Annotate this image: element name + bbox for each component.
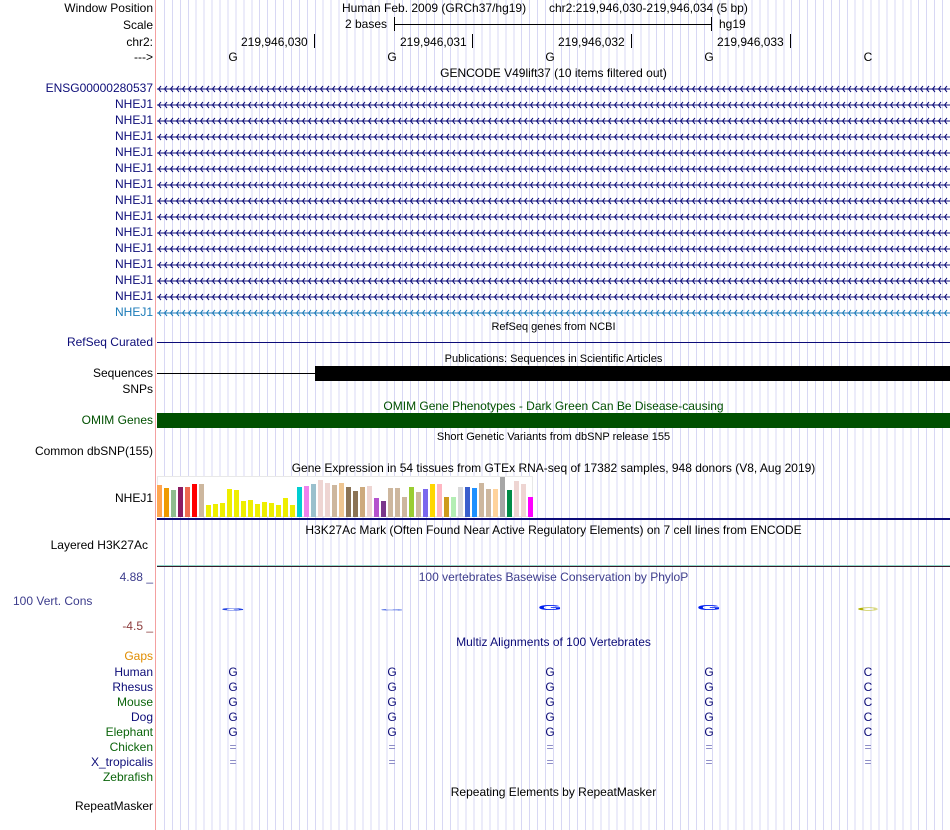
gtex-tissue-bar[interactable] xyxy=(213,504,218,517)
gtex-tissue-bar[interactable] xyxy=(304,486,309,517)
gtex-tissue-bar[interactable] xyxy=(458,487,463,517)
gtex-tissue-bar[interactable] xyxy=(185,487,190,517)
gtex-tissue-bar[interactable] xyxy=(311,484,316,517)
gtex-tissue-bar[interactable] xyxy=(234,490,239,517)
gene-strand-arrows-icon xyxy=(157,292,950,302)
gene-strand-arrows-icon xyxy=(157,116,950,126)
gtex-tissue-bar[interactable] xyxy=(416,492,421,517)
coord-label: 219,946,033 xyxy=(717,35,784,49)
gtex-tissue-bar[interactable] xyxy=(374,498,379,517)
refseq-track-title: RefSeq genes from NCBI xyxy=(491,321,616,333)
chrom-label: chr2: xyxy=(126,35,153,49)
coord-label: 219,946,032 xyxy=(558,35,625,49)
phylop-track-title: 100 vertebrates Basewise Conservation by PhyloP xyxy=(418,570,689,584)
alignment-base: G xyxy=(228,680,238,694)
alignment-base: G xyxy=(704,680,714,694)
gtex-tissue-bar[interactable] xyxy=(171,490,176,517)
base: G xyxy=(387,50,397,64)
gtex-tissue-bar[interactable] xyxy=(381,501,386,517)
gene-label[interactable]: NHEJ1 xyxy=(114,225,153,239)
repeatmasker-track-title: Repeating Elements by RepeatMasker xyxy=(450,785,657,799)
gtex-tissue-bar[interactable] xyxy=(409,487,414,517)
gene-label[interactable]: NHEJ1 xyxy=(114,113,153,127)
base: G xyxy=(704,50,714,64)
alignment-base: = xyxy=(864,740,872,754)
species-label[interactable]: Mouse xyxy=(116,695,153,709)
h3k27ac-track-title: H3K27Ac Mark (Often Found Near Active Regulatory Elements) on 7 cell lines from ENCODE xyxy=(305,523,802,537)
gtex-tissue-bar[interactable] xyxy=(493,489,498,517)
coord-label: 219,946,030 xyxy=(241,35,308,49)
gene-track-item[interactable] xyxy=(157,163,950,173)
gene-label[interactable]: NHEJ1 xyxy=(114,257,153,271)
gene-strand-arrows-icon xyxy=(157,228,950,238)
gene-label[interactable]: NHEJ1 xyxy=(114,305,153,319)
gtex-tissue-bar[interactable] xyxy=(521,484,526,517)
alignment-base: G xyxy=(228,695,238,709)
gtex-tissue-bar[interactable] xyxy=(451,497,456,517)
gtex-baseline xyxy=(157,518,950,520)
base: G xyxy=(545,50,555,64)
gtex-tissue-bar[interactable] xyxy=(318,480,323,517)
snps-track-label[interactable]: SNPs xyxy=(122,382,153,396)
gtex-tissue-bar[interactable] xyxy=(227,489,232,517)
gene-label[interactable]: NHEJ1 xyxy=(114,209,153,223)
gtex-tissue-bar[interactable] xyxy=(486,489,491,517)
gtex-tissue-bar[interactable] xyxy=(276,505,281,517)
alignment-base: G xyxy=(387,725,397,739)
alignment-base: = xyxy=(864,755,872,769)
gene-strand-arrows-icon xyxy=(157,276,950,286)
species-label[interactable]: X_tropicalis xyxy=(90,755,153,769)
gtex-tissue-bar[interactable] xyxy=(283,498,288,517)
alignment-base: = xyxy=(388,740,396,754)
gtex-tissue-bar[interactable] xyxy=(430,484,435,517)
coord-tick xyxy=(631,34,632,48)
gtex-tissue-bar[interactable] xyxy=(472,488,477,517)
species-label[interactable]: Dog xyxy=(130,710,153,724)
alignment-base: = xyxy=(705,740,713,754)
alignment-base: G xyxy=(704,665,714,679)
gtex-tissue-bar[interactable] xyxy=(164,488,169,517)
gene-track-item[interactable] xyxy=(157,115,950,125)
alignment-base: G xyxy=(387,710,397,724)
gtex-tissue-bar[interactable] xyxy=(157,485,162,517)
omim-gene-bar[interactable] xyxy=(157,413,950,428)
sequence-block[interactable] xyxy=(315,366,950,381)
gene-track-item[interactable] xyxy=(157,195,950,205)
gtex-track-title: Gene Expression in 54 tissues from GTEx RNA-seq of 17382 samples, 948 donors (V8, Aug 2019) xyxy=(291,461,816,475)
alignment-base: C xyxy=(863,695,873,709)
gtex-tissue-bar[interactable] xyxy=(360,487,365,517)
phylop-glyph: G xyxy=(221,607,245,612)
gene-track-item[interactable] xyxy=(157,83,950,93)
gtex-tissue-bar[interactable] xyxy=(332,485,337,517)
omim-track-label[interactable]: OMIM Genes xyxy=(81,413,153,427)
alignment-base: G xyxy=(387,665,397,679)
gene-strand-arrows-icon xyxy=(157,84,950,94)
label-divider xyxy=(155,0,156,830)
gene-track-item[interactable] xyxy=(157,243,950,253)
gtex-tissue-bar[interactable] xyxy=(206,505,211,517)
gene-label[interactable]: NHEJ1 xyxy=(114,177,153,191)
gtex-tissue-bar[interactable] xyxy=(388,488,393,517)
phylop-track-label[interactable]: 100 Vert. Cons xyxy=(13,594,93,608)
gene-strand-arrows-icon xyxy=(157,244,950,254)
gene-strand-arrows-icon xyxy=(157,196,950,206)
alignment-base: G xyxy=(387,680,397,694)
alignment-base: G xyxy=(228,665,238,679)
alignment-base: C xyxy=(863,665,873,679)
gene-track-item[interactable] xyxy=(157,259,950,269)
gene-track-item[interactable] xyxy=(157,227,950,237)
gtex-tissue-bar[interactable] xyxy=(325,483,330,517)
alignment-base: G xyxy=(228,725,238,739)
gtex-tissue-bar[interactable] xyxy=(479,483,484,517)
scale-bar xyxy=(394,24,712,25)
gene-strand-arrows-icon xyxy=(157,164,950,174)
gene-track-item[interactable] xyxy=(157,147,950,157)
gtex-tissue-bar[interactable] xyxy=(346,487,351,517)
gtex-tissue-bar[interactable] xyxy=(367,486,372,517)
alignment-base: = xyxy=(546,740,554,754)
alignment-base: G xyxy=(545,680,555,694)
gtex-tissue-bar[interactable] xyxy=(444,497,449,517)
gene-track-item[interactable] xyxy=(157,275,950,285)
gene-label[interactable]: ENSG00000280537 xyxy=(45,81,153,95)
alignment-base: C xyxy=(863,725,873,739)
scale-db: hg19 xyxy=(719,17,746,31)
gtex-tissue-bar[interactable] xyxy=(192,484,197,517)
alignment-base: = xyxy=(229,740,237,754)
alignment-base: G xyxy=(545,695,555,709)
gencode-track-title: GENCODE V49lift37 (10 items filtered out) xyxy=(440,66,667,80)
alignment-base: C xyxy=(863,680,873,694)
strand-label: ---> xyxy=(134,50,153,64)
species-label[interactable]: Chicken xyxy=(109,740,153,754)
h3k27ac-line xyxy=(157,566,950,567)
alignment-base: = xyxy=(705,755,713,769)
alignment-base: = xyxy=(388,755,396,769)
gene-strand-arrows-icon xyxy=(157,100,950,110)
gene-label[interactable]: NHEJ1 xyxy=(114,145,153,159)
coord-tick xyxy=(472,34,473,48)
alignment-base: G xyxy=(545,710,555,724)
gene-track-item[interactable] xyxy=(157,307,950,317)
position-text: chr2:219,946,030-219,946,034 (5 bp) xyxy=(549,1,748,15)
alignment-base: G xyxy=(704,725,714,739)
gtex-tissue-bar[interactable] xyxy=(402,497,407,517)
multiz-track-title: Multiz Alignments of 100 Vertebrates xyxy=(456,635,651,649)
refseq-track-label[interactable]: RefSeq Curated xyxy=(66,335,153,349)
gtex-tissue-bar[interactable] xyxy=(528,497,533,517)
gtex-tissue-bar[interactable] xyxy=(255,504,260,517)
gaps-label: Gaps xyxy=(124,649,153,663)
species-label[interactable]: Zebrafish xyxy=(102,770,153,784)
sequences-track-label[interactable]: Sequences xyxy=(92,366,153,380)
gene-track-item[interactable] xyxy=(157,291,950,301)
gtex-tissue-bar[interactable] xyxy=(220,503,225,517)
sequence-line[interactable] xyxy=(157,373,315,374)
gene-label[interactable]: NHEJ1 xyxy=(114,161,153,175)
gene-label[interactable]: NHEJ1 xyxy=(114,129,153,143)
gtex-tissue-bar[interactable] xyxy=(290,505,295,517)
alignment-base: = xyxy=(229,755,237,769)
phylop-glyph: G xyxy=(380,608,404,612)
alignment-base: G xyxy=(704,695,714,709)
gtex-tissue-bar[interactable] xyxy=(241,501,246,517)
gtex-tissue-bar[interactable] xyxy=(353,491,358,517)
gene-strand-arrows-icon xyxy=(157,132,950,142)
assembly-text: Human Feb. 2009 (GRCh37/hg19) xyxy=(342,1,527,15)
gtex-tissue-bar[interactable] xyxy=(514,481,519,517)
gtex-tissue-bar[interactable] xyxy=(269,503,274,517)
gtex-tissue-bar[interactable] xyxy=(262,502,267,517)
species-label[interactable]: Rhesus xyxy=(112,680,153,694)
alignment-base: G xyxy=(387,695,397,709)
gene-strand-arrows-icon xyxy=(157,148,950,158)
alignment-base: C xyxy=(863,710,873,724)
refseq-line[interactable] xyxy=(157,342,950,343)
dbsnp-track-label[interactable]: Common dbSNP(155) xyxy=(34,444,153,458)
gtex-tissue-bar[interactable] xyxy=(199,484,204,517)
species-label[interactable]: Elephant xyxy=(105,725,153,739)
phylop-min-label: -4.5 _ xyxy=(122,619,153,633)
gtex-track-label[interactable]: NHEJ1 xyxy=(114,491,153,505)
scale-bar-start xyxy=(394,17,395,31)
gene-label[interactable]: NHEJ1 xyxy=(114,241,153,255)
coord-tick xyxy=(790,34,791,48)
dbsnp-track-title: Short Genetic Variants from dbSNP release 155 xyxy=(436,431,671,443)
phylop-glyph: C xyxy=(856,605,880,612)
scale-bar-end xyxy=(711,17,712,31)
omim-track-title: OMIM Gene Phenotypes - Dark Green Can Be Disease-causing xyxy=(383,399,724,413)
phylop-max-label: 4.88 _ xyxy=(119,570,153,584)
gene-strand-arrows-icon xyxy=(157,180,950,190)
base: G xyxy=(228,50,238,64)
gene-label[interactable]: NHEJ1 xyxy=(114,289,153,303)
gene-strand-arrows-icon xyxy=(157,212,950,222)
window-position-label: Window Position xyxy=(64,1,153,15)
gtex-tissue-bar[interactable] xyxy=(423,489,428,517)
gtex-tissue-bar[interactable] xyxy=(248,500,253,517)
gtex-tissue-bar[interactable] xyxy=(465,487,470,517)
coord-label: 219,946,031 xyxy=(400,35,467,49)
scale-label: Scale xyxy=(122,18,153,32)
gene-strand-arrows-icon xyxy=(157,308,950,318)
phylop-glyph: G xyxy=(697,603,721,612)
gtex-tissue-bar[interactable] xyxy=(395,488,400,517)
h3k27ac-track-label[interactable]: Layered H3K27Ac xyxy=(50,538,148,552)
publications-track-title: Publications: Sequences in Scientific Articles xyxy=(444,353,663,365)
alignment-base: G xyxy=(228,710,238,724)
gene-track-item[interactable] xyxy=(157,131,950,141)
gtex-tissue-bar[interactable] xyxy=(507,490,512,517)
scale-text: 2 bases xyxy=(345,17,388,31)
repeatmasker-track-label[interactable]: RepeatMasker xyxy=(74,799,153,813)
gene-track-item[interactable] xyxy=(157,211,950,221)
gtex-tissue-bar[interactable] xyxy=(297,487,302,517)
base: C xyxy=(863,50,873,64)
gtex-tissue-bar[interactable] xyxy=(178,487,183,517)
gene-strand-arrows-icon xyxy=(157,260,950,270)
phylop-glyph: G xyxy=(538,603,562,612)
alignment-base: G xyxy=(545,665,555,679)
coord-tick xyxy=(314,34,315,48)
alignment-base: G xyxy=(704,710,714,724)
gene-label[interactable]: NHEJ1 xyxy=(114,97,153,111)
alignment-base: G xyxy=(545,725,555,739)
gtex-tissue-bar[interactable] xyxy=(500,477,505,517)
gtex-tissue-bar[interactable] xyxy=(339,483,344,517)
gene-track-item[interactable] xyxy=(157,99,950,109)
species-label[interactable]: Human xyxy=(114,665,153,679)
gene-track-item[interactable] xyxy=(157,179,950,189)
gene-label[interactable]: NHEJ1 xyxy=(114,193,153,207)
gtex-tissue-bar[interactable] xyxy=(437,484,442,517)
alignment-base: = xyxy=(546,755,554,769)
gene-label[interactable]: NHEJ1 xyxy=(114,273,153,287)
